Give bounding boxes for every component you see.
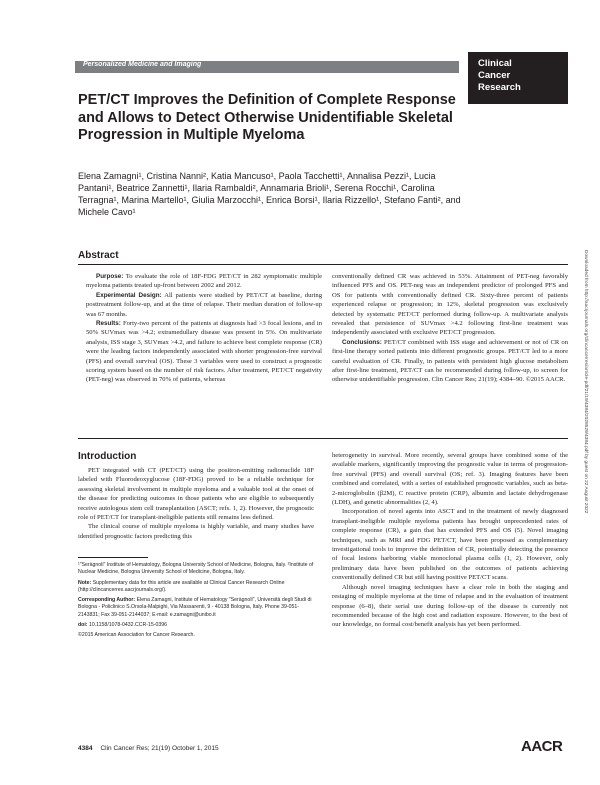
- journal-name: Clinical Cancer Research: [478, 58, 521, 93]
- footnote-text: ¹"Seràgnoli" Institute of Hematology, Bologna University School of Medicine, Bologna, Italy. ²Institute of Nuclear Medicine, Bologna University School of Medicine, Bologna, Italy.: [78, 562, 314, 576]
- abstract-text: conventionally defined CR was achieved in 53%. Attainment of PET-neg favorably influenced PFS and OS. PET-neg was an independent predictor of prolonged PFS and OS for patients with conventionally defined CR. Sixty-three percent of patients experienced relapse or progression; in 12%, skeletal progression was exclusively detected by systematic PET/CT performed during follow-up. A multivariate analysis revealed that persistence of SUVmax >4.2 following first-line treatment was independently associated with exclusive PET/CT progression.: [332, 273, 568, 337]
- abstract-top-rule: [78, 264, 568, 265]
- abstract-paragraph: [332, 272, 568, 338]
- abstract-right-column: [332, 272, 568, 385]
- abstract-text: PET/CT combined with ISS stage and achievement or not of CR on first-line therapy sorted patients into different prognostic groups. PET/CT led to a more careful evaluation of CR. Finally, in patients with persistent high glucose metabolism after first-line treatment, PET/CT can be recommended during follow-up, to screen for otherwise unidentifiable progression. Clin Cancer Res; 21(19); 4384–90. ©2015 AACR.: [332, 338, 568, 384]
- download-watermark: [580, 250, 588, 730]
- abstract-heading: Abstract: [78, 250, 119, 261]
- footnote-note: [78, 580, 318, 595]
- footnote-text: 10.1158/1078-0432.CCR-15-0396: [87, 622, 168, 629]
- abstract-label: Conclusions:: [342, 338, 382, 346]
- journal-logo-box: [468, 52, 568, 104]
- footnote-text: Elena Zamagni, Institute of Hematology "Seràgnoli", Università degli Studi di Bologna - Policlinico S.Orsola-Malpighi, Via Massarenti, 9 - 40138 Bologna, Italy. Phone 39-051-2143831; Fax 39-051-2144037; E-mail: e.zamagni@unibo.it: [78, 597, 312, 618]
- intro-right-column: [332, 451, 568, 630]
- footnote-text: Supplementary data for this article are available at Clinical Cancer Research Online (http://clincancerres.aacrjournals.org/).: [78, 579, 285, 593]
- author-list: Elena Zamagni¹, Cristina Nanni², Katia Mancuso¹, Paola Tacchetti¹, Annalisa Pezzi¹, Lucia Pantani¹, Beatrice Zannetti¹, Ilaria Rambaldi², Annamaria Brioli¹, Serena Rocchi¹, Carolina Terragna¹, Marina Martello¹, Giulia Marzocchi¹, Enrica Borsi¹, Ilaria Rizzello¹, Stefano Fanti², and Michele Cavo¹: [78, 171, 461, 217]
- abstract-paragraph: [332, 338, 568, 385]
- footnotes: [78, 562, 318, 643]
- introduction-heading: Introduction: [78, 451, 137, 462]
- page-footer: [78, 745, 219, 752]
- left-margin: [0, 0, 66, 785]
- footer-citation: Clin Cancer Res; 21(19) October 1, 2015: [100, 745, 219, 752]
- abstract-left-column: [86, 272, 322, 385]
- abstract-paragraph: [86, 272, 322, 291]
- intro-paragraph: The clinical course of multiple myeloma is highly variable, and many studies have identified prognostic factors predicting this: [78, 523, 314, 540]
- abstract-paragraph: [86, 291, 322, 319]
- abstract-label: Experimental Design:: [96, 291, 162, 299]
- abstract-paragraph: [86, 319, 322, 385]
- footnote-label: Corresponding Author:: [78, 597, 136, 604]
- download-watermark-text: Downloaded from http://aacrjournals.org/clincancerres/article-pdf/21/19/4384/2028529/4384.pdf by guest on 22 August 2022: [583, 250, 588, 514]
- abstract-text: Forty-two percent of the patients at diagnosis had >3 focal lesions, and in 50% SUVmax was >4.2; extramedullary disease was present in 5%. On multivariate analysis, ISS stage 3, SUVmax >4.2, and failure to achieve best complete response (CR) were the leading factors independently associated with shorter progression-free survival (PFS) and overall survival (OS). These 3 variables were used to construct a prognostic scoring system based on the number of risk factors. After treatment, PET/CT negativity (PET-neg) was observed in 70% of patients, whereas: [86, 320, 322, 384]
- aacr-logo: AACR: [521, 738, 563, 755]
- footnote-rule: [78, 557, 148, 558]
- footnote-affiliations: [78, 562, 318, 577]
- footnote-label: Note:: [78, 579, 92, 586]
- footnote-label: doi:: [78, 622, 88, 629]
- abstract-label: Results:: [96, 320, 121, 328]
- footnote-corresponding-author: [78, 597, 318, 619]
- abstract-label: Purpose:: [96, 273, 124, 280]
- intro-paragraph: heterogeneity in survival. More recently, several groups have combined some of the available markers, significantly improving the prognostic value in terms of progression-free survival (PFS) and overall survival (OS; ref. 3). Imaging features have been combined and correlated, with a series of established prognostic variables, such as beta-2-microglobulin (β2M), C reactive protein (CRP), albumin and lactate dehydrogenase (LDH), and genetic abnormalities (2, 4).: [332, 452, 568, 507]
- intro-left-column: [78, 466, 314, 541]
- abstract-bottom-rule: [78, 438, 568, 439]
- section-label: Personalized Medicine and Imaging: [83, 61, 202, 68]
- page-number: 4384: [78, 745, 93, 752]
- article-title: PET/CT Improves the Definition of Complete Response and Allows to Detect Otherwise Unidentifiable Skeletal Progression in Multiple Myeloma: [78, 92, 456, 143]
- section-banner: [75, 61, 459, 73]
- intro-paragraph: PET integrated with CT (PET/CT) using the positron-emitting radionuclide 18F labeled with Fluorodeoxyglucose (18F-FDG) proved to be a reliable technique for assessing skeletal involvement in multiple myeloma and a valuable tool at the onset of the disease for predicting outcomes in those patients who are eligible to subsequently receive autologous stem cell transplantation (ASCT; refs. 1, 2). However, the prognostic role of PET/CT for transplant-ineligible patients still remains less defined.: [78, 467, 314, 522]
- footnote-doi: [78, 622, 318, 629]
- footnote-copyright: [78, 632, 318, 639]
- intro-paragraph: Incorporation of novel agents into ASCT and in the treatment of newly diagnosed transplant-ineligible multiple myeloma patients has brought unprecedented rates of complete response (CR), a gain that has extended PFS and OS (5). Novel imaging techniques, such as MRI and FDG PET/CT, have been proposed as complementary investigational tools to improve the definition of CR, potentially detecting the presence of focal lesions harboring viable monoclonal plasma cells (1, 2). However, only preliminary data have been published on the outcomes of patients achieving conventionally defined CR but still having positive PET/CT scans.: [332, 508, 568, 582]
- footnote-text: ©2015 American Association for Cancer Research.: [78, 632, 195, 639]
- abstract-text: To evaluate the role of 18F-FDG PET/CT in 282 symptomatic multiple myeloma patients treated up-front between 2002 and 2012.: [86, 273, 322, 290]
- abstract-text: All patients were studied by PET/CT at baseline, during posttreatment follow-up, and at the time of relapse. Their median duration of follow-up was 67 months.: [86, 291, 322, 318]
- intro-paragraph: Although novel imaging techniques have a clear role in both the staging and restaging of multiple myeloma at the time of relapse and in the evaluation of treatment response (6–8), their serial use during follow-up of the disease is currently not recommended because of the high cost and radiation exposure. However, to the best of our knowledge, no formal cost/benefit analysis has yet been performed.: [332, 583, 568, 629]
